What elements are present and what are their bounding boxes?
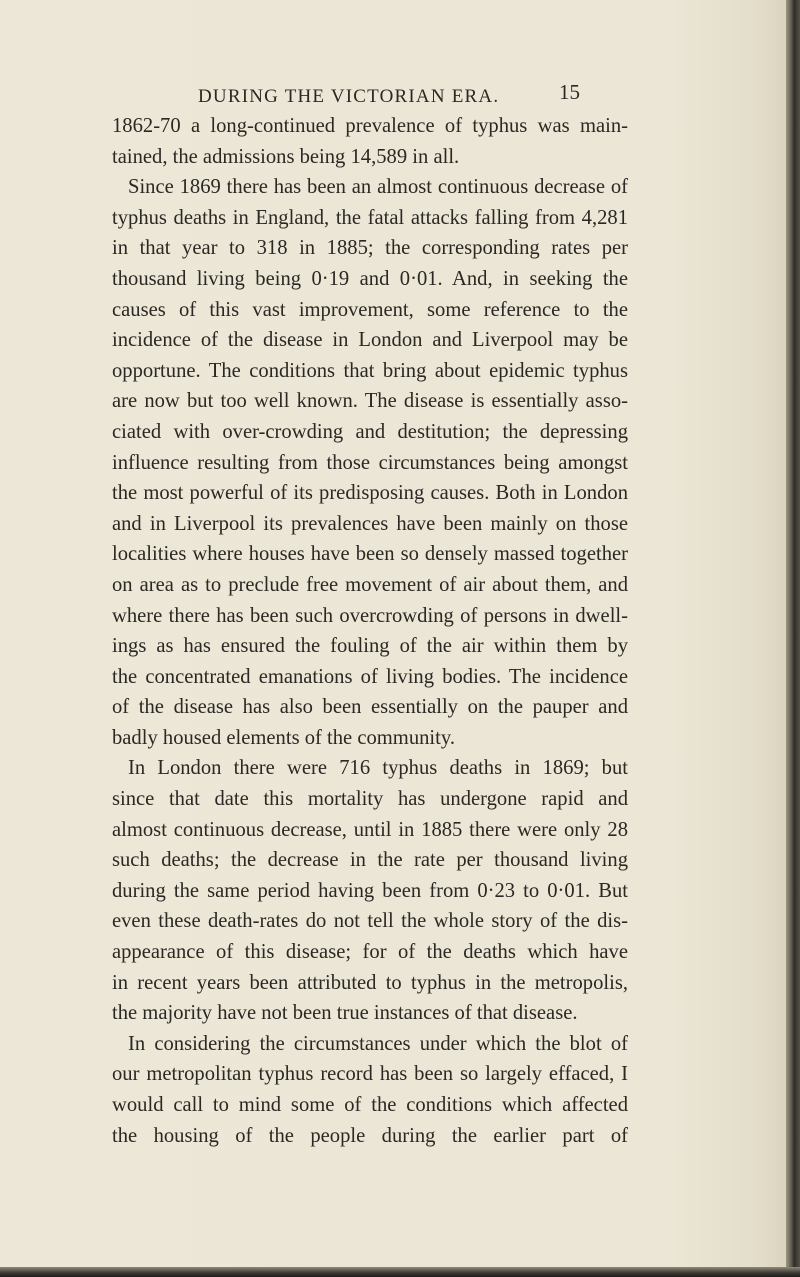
text-line: Since 1869 there has been an almost continuous decrease of [128,176,628,199]
text-line: such deaths; the decrease in the rate per thousand living [112,849,628,872]
text-line: the concentrated emanations of living bodies. The incidence [112,665,628,688]
page-number: 15 [559,80,580,104]
text-line: on area as to preclude free movement of air about them, and [112,573,628,596]
text-line: tained, the admissions being 14,589 in all. [112,145,460,168]
text-line: and in Liverpool its prevalences have been mainly on those [112,512,628,535]
text-line: during the same period having been from 0·23 to 0·01. But [112,879,628,902]
text-line: typhus deaths in England, the fatal attacks falling from 4,281 [112,206,628,229]
text-line: since that date this mortality has undergone rapid and [112,788,628,811]
text-line: in that year to 318 in 1885; the corresponding rates per [112,237,628,260]
text-line: incidence of the disease in London and Liverpool may be [112,329,628,352]
book-edge-shadow [786,0,800,1277]
text-line: almost continuous decrease, until in 1885 there were only 28 [112,818,628,841]
running-head: DURING THE VICTORIAN ERA. [198,86,500,107]
text-line: In considering the circumstances under which the blot of [128,1032,628,1055]
text-line: badly housed elements of the community. [112,726,455,749]
text-line: where there has been such overcrowding of persons in dwell- [112,604,628,627]
body-text [112,111,628,1151]
text-line: the most powerful of its predisposing causes. Both in London [112,482,628,505]
text-line: influence resulting from those circumstances being amongst [112,451,628,474]
text-line: the majority have not been true instances of that disease. [112,1002,578,1025]
text-line: even these death-rates do not tell the whole story of the dis- [112,910,628,933]
text-line: localities where houses have been so densely massed together [112,543,628,566]
text-line: of the disease has also been essentially on the pauper and [112,696,628,719]
text-line: causes of this vast improvement, some reference to the [112,298,628,321]
text-line: would call to mind some of the conditions which affected [112,1094,628,1116]
text-line: appearance of this disease; for of the deaths which have [112,941,628,964]
text-line: ciated with over-crowding and destitution; the depressing [112,420,628,443]
scan-bottom-edge [0,1267,800,1277]
text-line: the housing of the people during the earlier part of [112,1124,628,1147]
text-line: 1862-70 a long-continued prevalence of typhus was main- [112,115,628,137]
text-line: our metropolitan typhus record has been so largely effaced, I [112,1063,628,1086]
text-line: in recent years been attributed to typhus in the metropolis, [112,971,628,994]
text-line: opportune. The conditions that bring about epidemic typhus [112,359,628,382]
text-line: are now but too well known. The disease is essentially asso- [112,390,628,413]
text-line: In London there were 716 typhus deaths in 1869; but [128,757,628,780]
text-line: thousand living being 0·19 and 0·01. And, in seeking the [112,267,628,290]
text-line: ings as has ensured the fouling of the air within them by [112,635,628,658]
